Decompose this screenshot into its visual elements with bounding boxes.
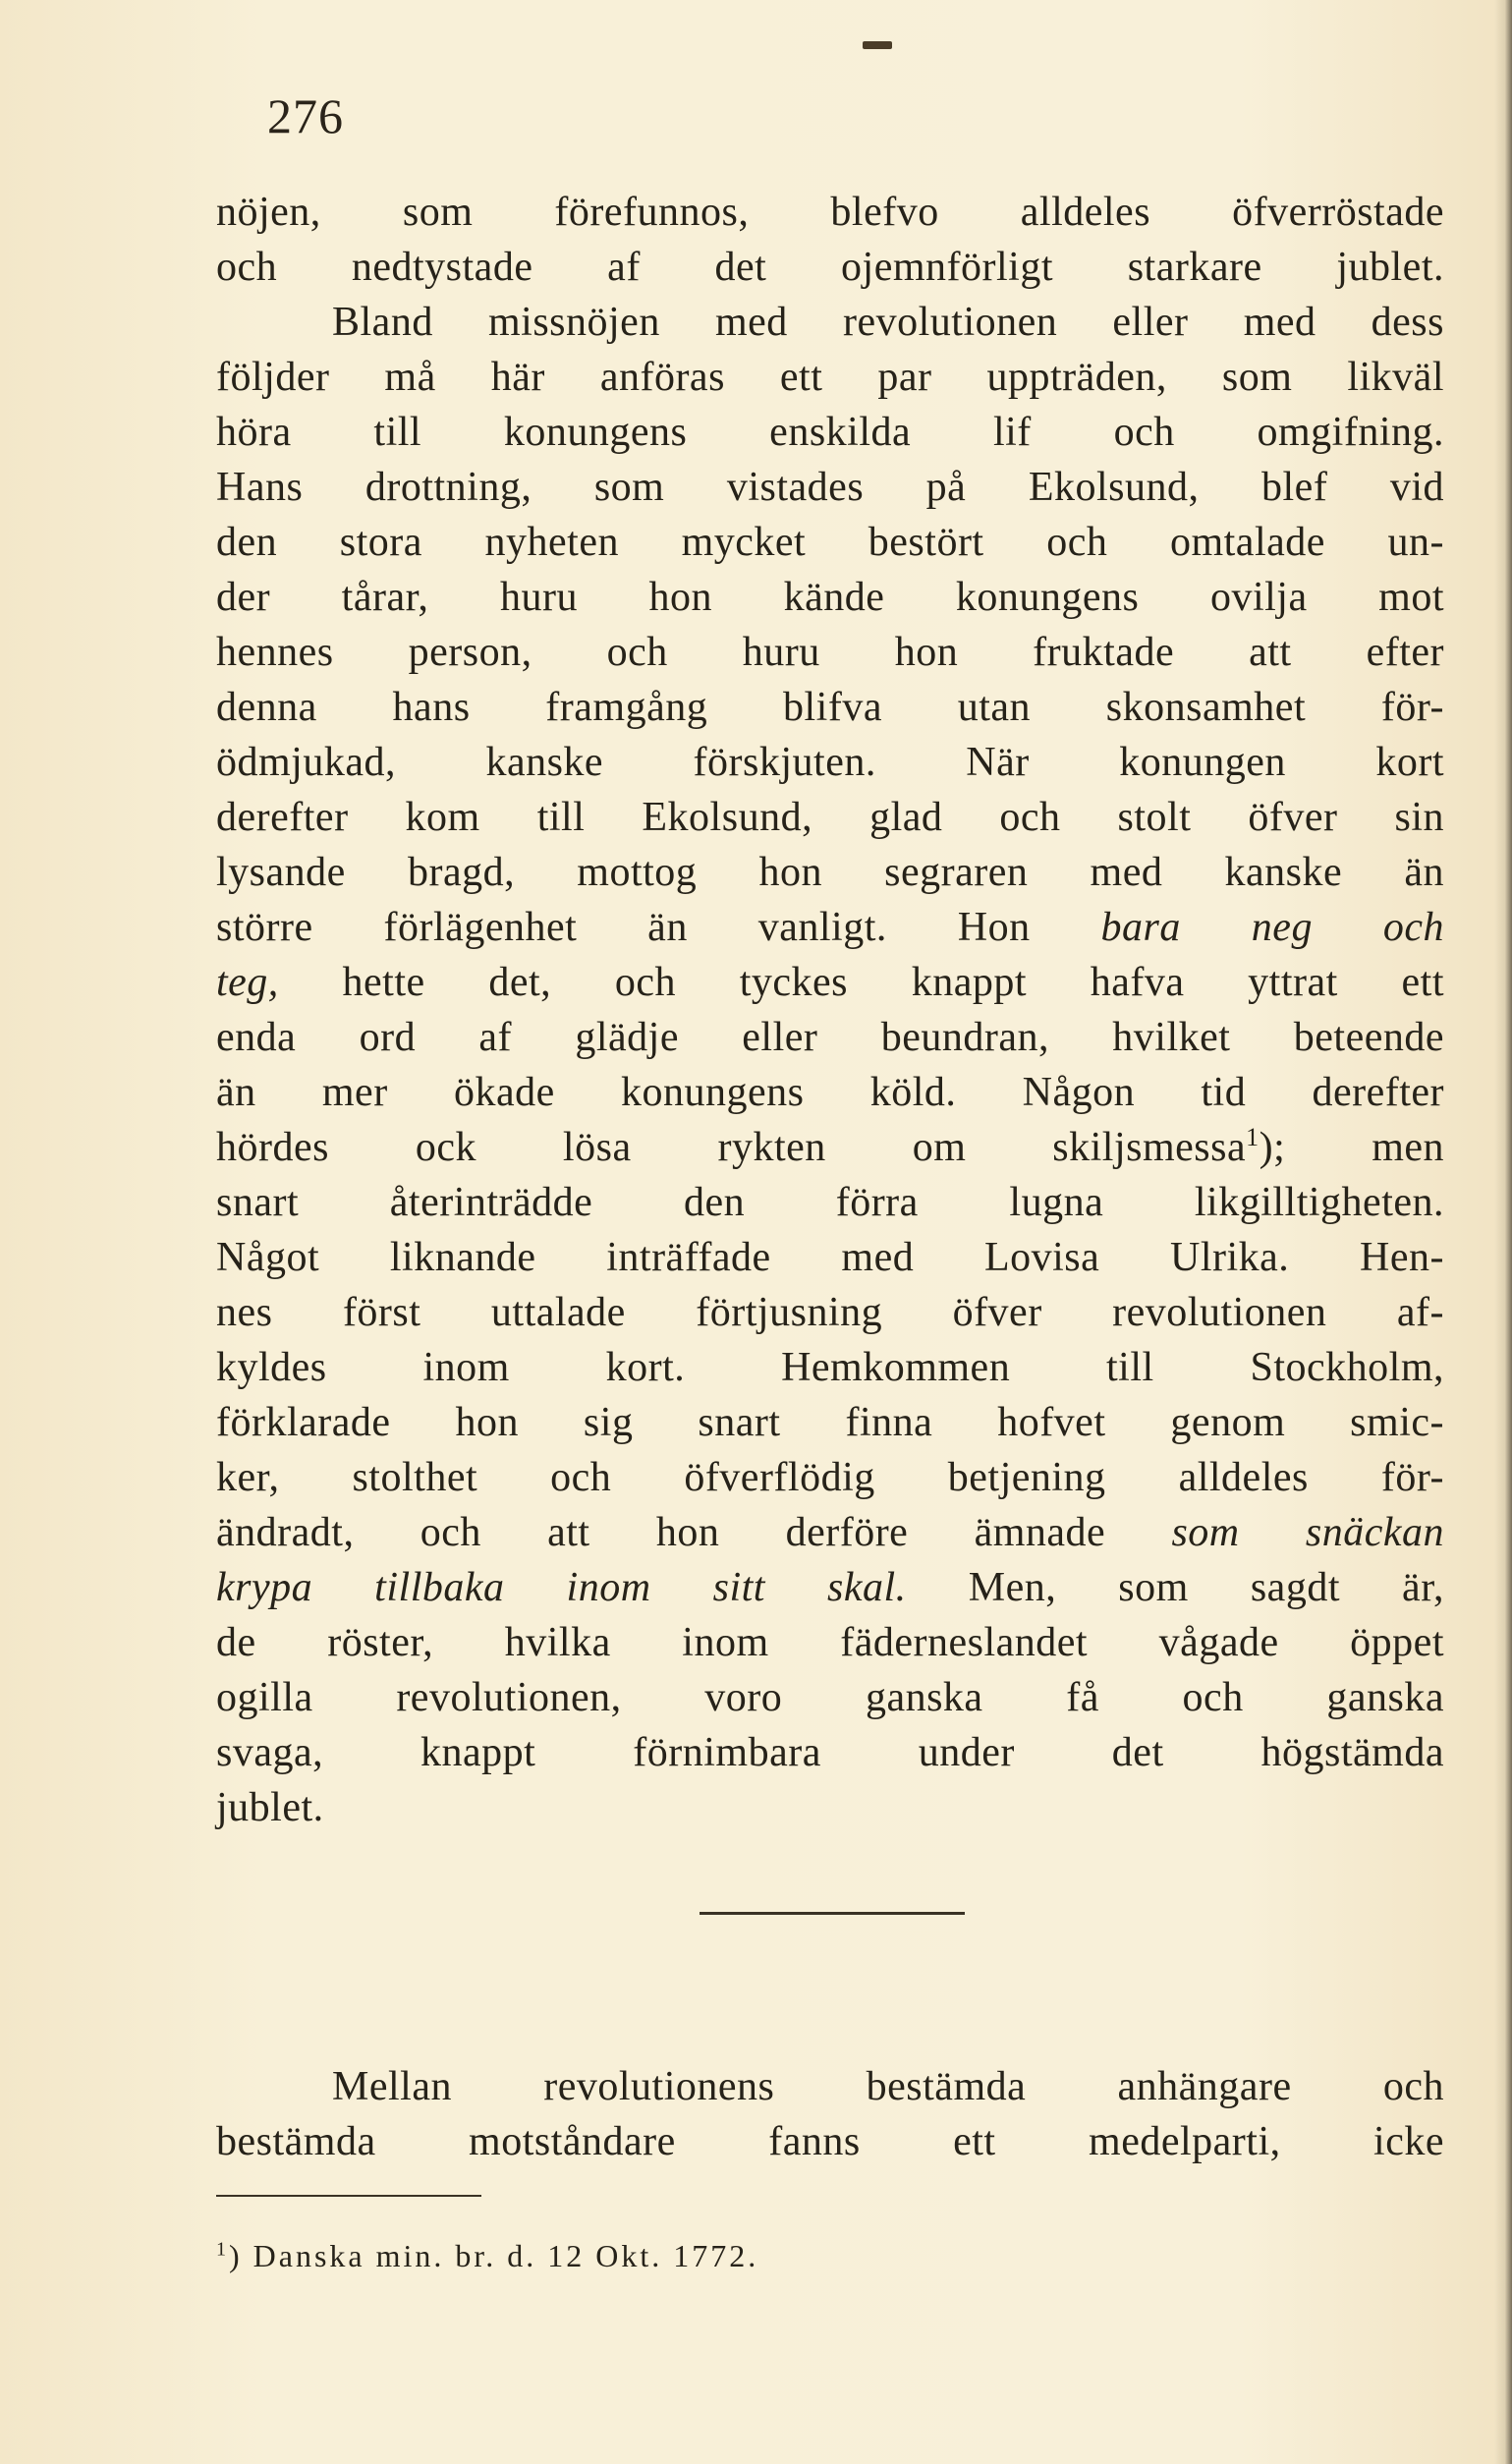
text-line: Något liknande inträffade med Lovisa Ulrika. Hen- [216, 1235, 1444, 1280]
text-line: der tårar, huru hon kände konungens ovilja mot [216, 575, 1444, 620]
print-mark [863, 41, 892, 49]
text-line: nes först uttalade förtjusning öfver revolutionen af- [216, 1290, 1444, 1335]
text-segment: större förlägenhet än vanligt. Hon [216, 905, 1101, 950]
text-line [216, 1560, 1444, 1615]
paragraph-1 [216, 185, 1444, 1835]
paragraph-2 [216, 2059, 1444, 2169]
footnote [216, 2232, 758, 2279]
text-line: förklarade hon sig snart finna hofvet genom smic- [216, 1400, 1444, 1445]
text-line: jublet. [216, 1785, 324, 1830]
italic-phrase: krypa tillbaka inom sitt skal. [216, 1565, 907, 1610]
text-line: följder må här anföras ett par uppträden, som likväl [216, 355, 1444, 400]
text-line: denna hans framgång blifva utan skonsamhet för- [216, 685, 1444, 730]
text-segment: hördes ock lösa rykten om skiljsmessa [216, 1125, 1247, 1170]
text-line [216, 900, 1444, 955]
text-line: än mer ökade konungens köld. Någon tid derefter [216, 1070, 1444, 1115]
text-line: Bland missnöjen med revolutionen eller med dess [332, 300, 1444, 345]
text-segment: Men, som sagdt är, [906, 1565, 1444, 1610]
text-line: snart återinträdde den förra lugna likgilltigheten. [216, 1180, 1444, 1225]
text-line: de röster, hvilka inom fäderneslandet vågade öppet [216, 1620, 1444, 1665]
text-line: ödmjukad, kanske förskjuten. När konungen kort [216, 740, 1444, 785]
text-line: ogilla revolutionen, voro ganska få och ganska [216, 1675, 1444, 1720]
text-segment: hette det, och tyckes knappt hafva yttrat ett [278, 960, 1444, 1005]
footnote-text: ) Danska min. br. d. 12 Okt. 1772. [229, 2238, 759, 2273]
text-line: enda ord af glädje eller beundran, hvilket beteende [216, 1015, 1444, 1060]
italic-phrase: teg, [216, 960, 279, 1005]
footnote-reference[interactable]: 1 [1246, 1123, 1260, 1151]
text-line: svaga, knappt förnimbara under det högstämda [216, 1730, 1444, 1775]
text-line: höra till konungens enskilda lif och omgifning. [216, 410, 1444, 455]
text-line: Mellan revolutionens bestämda anhängare och [332, 2064, 1444, 2109]
footnote-marker: 1 [216, 2238, 229, 2261]
italic-phrase: som snäckan [1171, 1510, 1444, 1555]
text-line: och nedtystade af det ojemnförligt starkare jublet. [216, 245, 1444, 290]
text-segment: ); men [1259, 1125, 1444, 1170]
text-segment: ändradt, och att hon derföre ämnade [216, 1510, 1172, 1555]
text-line: lysande bragd, mottog hon segraren med kanske än [216, 850, 1444, 895]
text-line: ker, stolthet och öfverflödig betjening alldeles för- [216, 1455, 1444, 1500]
italic-phrase: bara neg och [1100, 905, 1444, 950]
text-line: hennes person, och huru hon fruktade att efter [216, 630, 1444, 675]
text-line: Hans drottning, som vistades på Ekolsund, blef vid [216, 465, 1444, 510]
text-line: derefter kom till Ekolsund, glad och stolt öfver sin [216, 795, 1444, 840]
text-line: kyldes inom kort. Hemkommen till Stockholm, [216, 1345, 1444, 1390]
page-number: 276 [267, 88, 344, 143]
text-line: bestämda motståndare fanns ett medelparti, icke [216, 2119, 1444, 2164]
text-line [216, 1120, 1444, 1175]
text-line [216, 955, 1444, 1010]
text-line [216, 1505, 1444, 1560]
text-line: den stora nyheten mycket bestört och omtalade un- [216, 520, 1444, 565]
page-edge-shadow [1494, 0, 1512, 2464]
section-divider [700, 1912, 965, 1915]
footnote-divider [216, 2195, 481, 2197]
text-line: nöjen, som förefunnos, blefvo alldeles öfverröstade [216, 190, 1444, 235]
